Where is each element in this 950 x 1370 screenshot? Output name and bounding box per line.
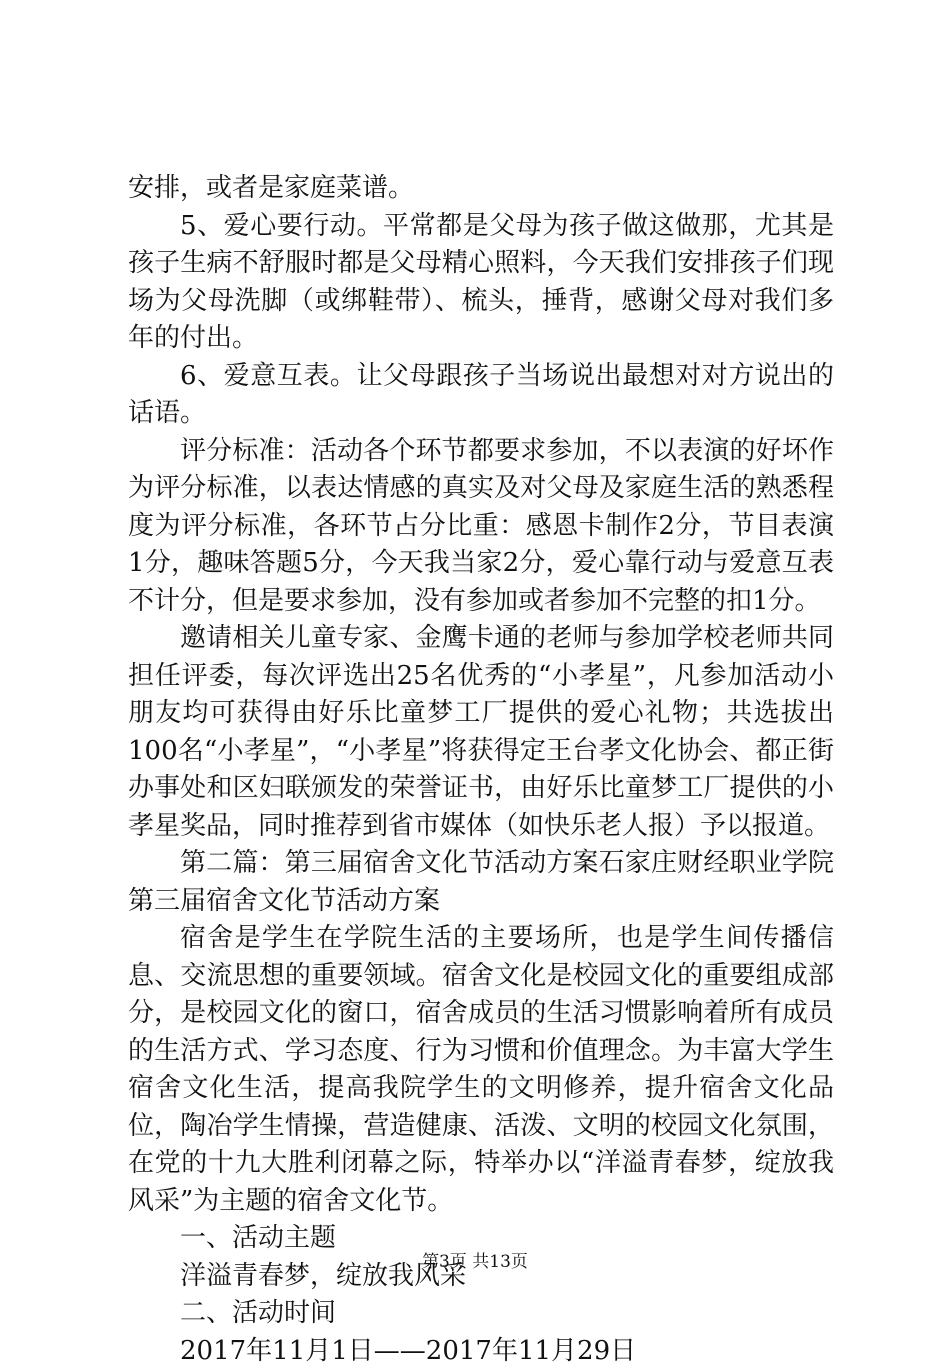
activity-theme-text: 洋溢青春梦，绽放我风采: [128, 1258, 834, 1296]
activity-time-text: 2017年11月1日——2017年11月29日: [128, 1333, 834, 1370]
paragraph: 宿舍是学生在学院生活的主要场所，也是学生间传播信息、交流思想的重要领域。宿舍文化是校园文化的重要组成部分，是校园文化的窗口，宿舍成员的生活习惯影响着所有成员的生活方式、学习态度、行为习惯和价值理念。为丰富大学生宿舍文化生活，提高我院学生的文明修养，提升宿舍文化品位，陶冶学生情操，营造健康、活泼、文明的校园文化氛围，在党的十九大胜利闭幕之际，特举办以“洋溢青春梦，绽放我风采”为主题的宿舍文化节。: [128, 920, 834, 1220]
document-body: [128, 170, 834, 1370]
paragraph: 6、爱意互表。让父母跟孩子当场说出最想对对方说出的话语。: [128, 358, 834, 433]
heading-activity-time: 二、活动时间: [128, 1295, 834, 1333]
page-footer: 第3页 共13页: [0, 1247, 950, 1272]
heading-activity-theme: 一、活动主题: [128, 1220, 834, 1258]
paragraph: 5、爱心要行动。平常都是父母为孩子做这做那，尤其是孩子生病不舒服时都是父母精心照料，今天我们安排孩子们现场为父母洗脚（或绑鞋带）、梳头，捶背，感谢父母对我们多年的付出。: [128, 208, 834, 358]
section-title: 第二篇：第三届宿舍文化节活动方案石家庄财经职业学院第三届宿舍文化节活动方案: [128, 845, 834, 920]
paragraph: 评分标准：活动各个环节都要求参加，不以表演的好坏作为评分标准，以表达情感的真实及对父母及家庭生活的熟悉程度为评分标准，各环节占分比重：感恩卡制作2分，节目表演1分，趣味答题5分，今天我当家2分，爱心靠行动与爱意互表不计分，但是要求参加，没有参加或者参加不完整的扣1分。: [128, 433, 834, 621]
paragraph: 安排，或者是家庭菜谱。: [128, 170, 834, 208]
paragraph: 邀请相关儿童专家、金鹰卡通的老师与参加学校老师共同担任评委，每次评选出25名优秀的“小孝星”，凡参加活动小朋友均可获得由好乐比童梦工厂提供的爱心礼物；共选拔出100名“小孝星”，“小孝星”将获得定王台孝文化协会、都正街办事处和区妇联颁发的荣誉证书，由好乐比童梦工厂提供的小孝星奖品，同时推荐到省市媒体（如快乐老人报）予以报道。: [128, 620, 834, 845]
